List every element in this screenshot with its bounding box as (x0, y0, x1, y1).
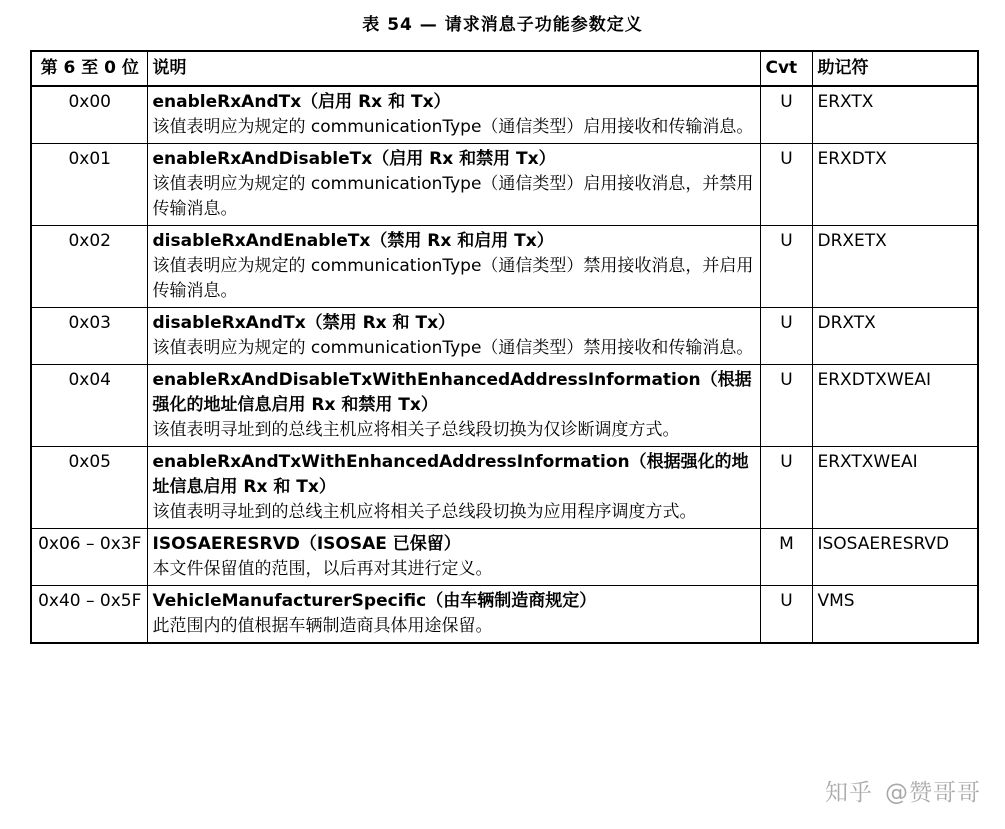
parameter-name: VehicleManufacturerSpecific（由车辆制造商规定） (152, 591, 597, 611)
table-caption: 表 54 — 请求消息子功能参数定义 (362, 15, 643, 35)
row-mnemonic: ERXDTXWEAI (812, 365, 978, 447)
row-description (147, 86, 760, 144)
header-bits: 第 6 至 0 位 (31, 51, 147, 86)
row-mnemonic: DRXETX (812, 226, 978, 308)
header-cvt: Cvt (760, 51, 812, 86)
table-row (31, 529, 978, 586)
row-description (147, 586, 760, 644)
row-description (147, 226, 760, 308)
parameter-name: enableRxAndTx（启用 Rx 和 Tx） (152, 92, 451, 112)
table-row (31, 586, 978, 644)
row-value: 0x03 (31, 308, 147, 365)
row-description (147, 365, 760, 447)
row-cvt: U (760, 144, 812, 226)
row-description (147, 447, 760, 529)
row-description (147, 529, 760, 586)
row-description (147, 144, 760, 226)
parameter-description: 本文件保留值的范围，以后再对其进行定义。 (152, 559, 493, 579)
table-row (31, 86, 978, 144)
row-mnemonic: DRXTX (812, 308, 978, 365)
parameter-name: enableRxAndDisableTx（启用 Rx 和禁用 Tx） (152, 149, 556, 169)
row-value: 0x01 (31, 144, 147, 226)
parameter-name: enableRxAndTxWithEnhancedAddressInformation（根据强化的地址信息启用 Rx 和 Tx） (152, 452, 749, 497)
row-cvt: M (760, 529, 812, 586)
table-header-row (31, 51, 978, 86)
parameter-description: 该值表明应为规定的 communicationType（通信类型）禁用接收消息，并启用传输消息。 (152, 256, 754, 301)
row-value: 0x05 (31, 447, 147, 529)
row-mnemonic: VMS (812, 586, 978, 644)
table-row (31, 447, 978, 529)
parameter-name: disableRxAndTx（禁用 Rx 和 Tx） (152, 313, 456, 333)
row-value: 0x40 – 0x5F (31, 586, 147, 644)
parameter-name: disableRxAndEnableTx（禁用 Rx 和启用 Tx） (152, 231, 554, 251)
parameter-description: 该值表明应为规定的 communicationType（通信类型）禁用接收和传输消息。 (152, 338, 754, 358)
watermark-site: 知乎 (825, 780, 873, 806)
header-description: 说明 (147, 51, 760, 86)
row-value: 0x04 (31, 365, 147, 447)
row-mnemonic: ERXTXWEAI (812, 447, 978, 529)
row-cvt: U (760, 86, 812, 144)
table-row (31, 226, 978, 308)
header-mnemonic: 助记符 (812, 51, 978, 86)
row-mnemonic: ERXDTX (812, 144, 978, 226)
parameter-name: enableRxAndDisableTxWithEnhancedAddressInformation（根据强化的地址信息启用 Rx 和禁用 Tx） (152, 370, 752, 415)
parameter-description: 该值表明应为规定的 communicationType（通信类型）启用接收消息，并禁用传输消息。 (152, 174, 754, 219)
row-cvt: U (760, 447, 812, 529)
table-row (31, 144, 978, 226)
parameter-description: 该值表明寻址到的总线主机应将相关子总线段切换为仅诊断调度方式。 (152, 420, 680, 440)
row-value: 0x00 (31, 86, 147, 144)
zhihu-watermark (825, 774, 981, 807)
row-cvt: U (760, 308, 812, 365)
row-value: 0x06 – 0x3F (31, 529, 147, 586)
parameter-name: ISOSAERESRVD（ISOSAE 已保留） (152, 534, 461, 554)
row-cvt: U (760, 226, 812, 308)
table-row (31, 308, 978, 365)
row-description (147, 308, 760, 365)
watermark-user: @赞哥哥 (885, 780, 981, 806)
row-cvt: U (760, 586, 812, 644)
table-row (31, 365, 978, 447)
row-mnemonic: ERXTX (812, 86, 978, 144)
subfunction-parameter-table (30, 50, 979, 644)
row-cvt: U (760, 365, 812, 447)
parameter-description: 该值表明应为规定的 communicationType（通信类型）启用接收和传输消息。 (152, 117, 754, 137)
row-value: 0x02 (31, 226, 147, 308)
row-mnemonic: ISOSAERESRVD (812, 529, 978, 586)
parameter-description: 该值表明寻址到的总线主机应将相关子总线段切换为应用程序调度方式。 (152, 502, 697, 522)
parameter-description: 此范围内的值根据车辆制造商具体用途保留。 (152, 616, 493, 636)
